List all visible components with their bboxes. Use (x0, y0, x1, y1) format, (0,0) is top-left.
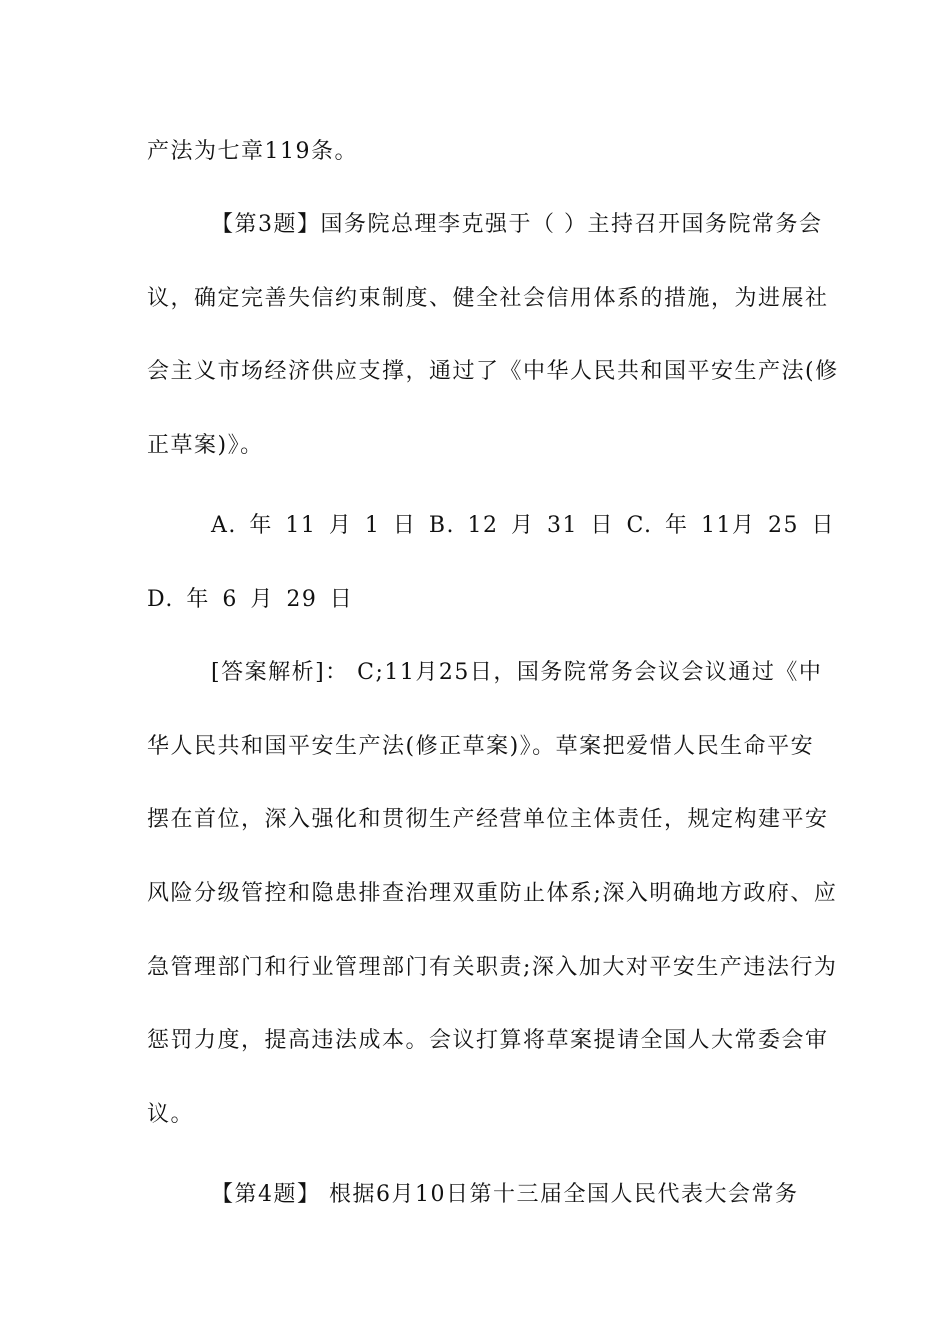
answer-options-line: A. 年 11 月 1 日 B. 12 月 31 日 C. 年 11月 25 日 (211, 513, 835, 538)
text-line: 惩罚力度，提高违法成本。会议打算将草案提请全国人大常委会审 (147, 1028, 829, 1053)
question-4-heading: 【第4题】 根据6月10日第十三届全国人民代表大会常务 (211, 1182, 799, 1207)
text-line: 会主义市场经济供应支撑，通过了《中华人民共和国平安生产法(修 (147, 359, 839, 384)
answer-analysis: [答案解析]： C;11月25日，国务院常务会议会议通过《中 (211, 660, 823, 685)
question-3-heading: 【第3题】国务院总理李克强于（ ）主持召开国务院常务会 (211, 212, 823, 237)
text-line: 摆在首位，深入强化和贯彻生产经营单位主体责任，规定构建平安 (147, 807, 829, 832)
text-line: 议，确定完善失信约束制度、健全社会信用体系的措施，为进展社 (147, 286, 829, 311)
text-line: 风险分级管控和隐患排查治理双重防止体系;深入明确地方政府、应 (147, 881, 838, 906)
text-line: 正草案)》。 (147, 433, 264, 458)
text-line: 产法为七章119条。 (147, 139, 358, 164)
answer-option-d: D. 年 6 月 29 日 (147, 587, 354, 612)
text-line: 华人民共和国平安生产法(修正草案)》。草案把爱惜人民生命平安 (147, 734, 815, 759)
text-line: 急管理部门和行业管理部门有关职责;深入加大对平安生产违法行为 (147, 955, 838, 980)
text-line: 议。 (147, 1102, 195, 1127)
